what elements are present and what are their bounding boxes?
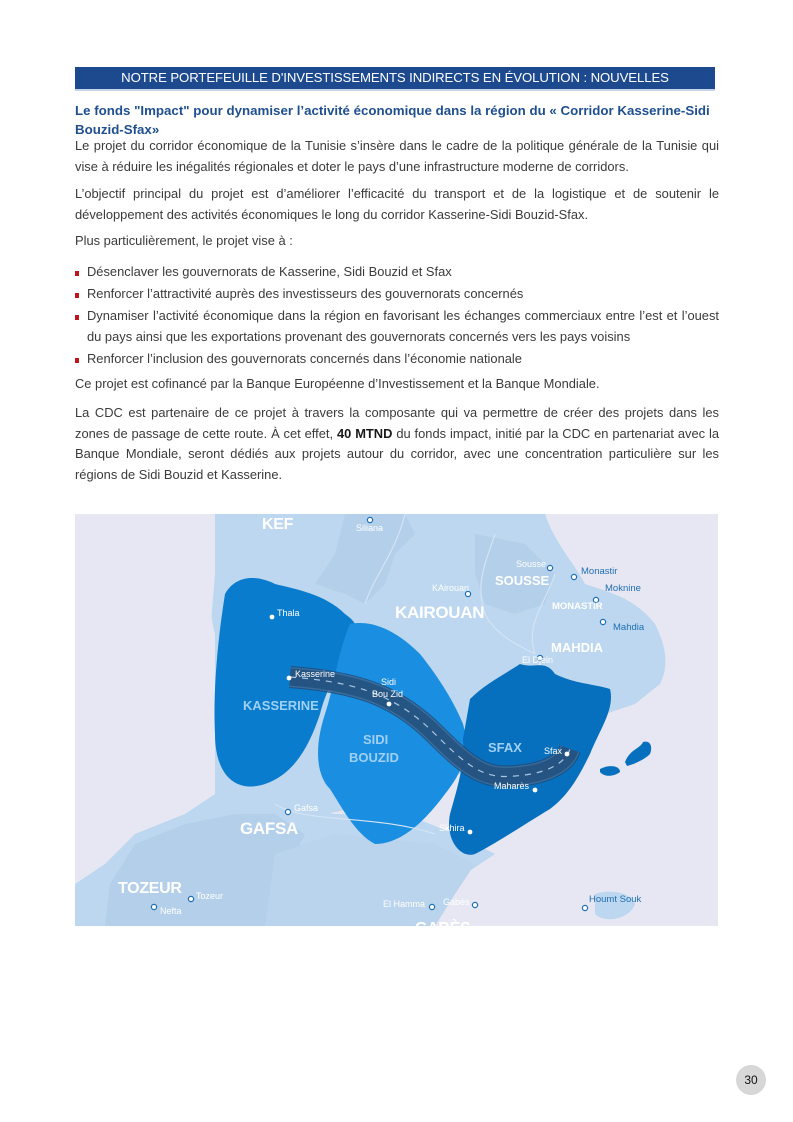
highlight-amount: 40 MTND [336, 425, 393, 441]
city-label-tozeur: Tozeur [196, 891, 224, 901]
paragraph-text: La CDC est partenaire de ce projet à travers la composante qui va permettre de créer des projets dans les zones de passage de cette route. À cet effet, [75, 405, 719, 441]
paragraph-cofinancing: Ce projet est cofinancé par la Banque Européenne d’Investissement et la Banque Mondiale. [75, 376, 600, 391]
list-item [75, 262, 719, 283]
section-banner: NOTRE PORTEFEUILLE D'INVESTISSEMENTS INDIRECTS EN ÉVOLUTION : NOUVELLES SOUSCRIPTIONS [75, 67, 715, 91]
bullet-square-icon [75, 293, 79, 298]
gov-label-kasserine: KASSERINE [243, 698, 319, 713]
paragraph-text: du fonds impact, initié par la CDC en partenariat avec la Banque Mondiale, seront dédiés aux projets autour du corridor, avec une concentration particulière sur les régions de Sidi Bouzid et Kasserine. [75, 425, 719, 482]
city-label-el-hamma: El Hamma [383, 899, 426, 909]
article-subtitle: Le fonds "Impact" pour dynamiser l’activité économique dans la région du « Corridor Kasserine-Sidi Bouzid-Sfax» [75, 103, 710, 137]
gov-label-tozeur: TOZEUR [118, 880, 182, 897]
gov-label-mahdia: MAHDIA [551, 640, 603, 655]
map-graphic [75, 514, 718, 926]
island-kerkennah-2 [625, 742, 651, 766]
page-number: 30 [736, 1065, 766, 1095]
city-label-sidi-bouzid-line2: Bou Zid [372, 689, 404, 699]
gov-label-sidi-bouzid-line1: SIDI [363, 732, 389, 747]
city-label-kairouan: KAirouan [432, 583, 470, 593]
list-item-text: Renforcer l’inclusion des gouvernorats concernés dans l’économie nationale [87, 350, 522, 366]
bullet-square-icon [75, 315, 79, 320]
paragraph-cdc-partnership [75, 403, 719, 485]
gov-label-kairouan: KAIROUAN [395, 603, 485, 622]
city-label-mahares: Maharès [494, 781, 530, 791]
gov-label-gafsa: GAFSA [240, 819, 299, 838]
city-label-sidi-bouzid-line1: Sidi [381, 677, 397, 687]
city-label-el-djem: El Djein [522, 655, 554, 665]
paragraph-goals-intro: Plus particulièrement, le projet vise à : [75, 233, 293, 248]
list-item [75, 306, 719, 347]
goals-list [75, 262, 719, 371]
city-label-nefta: Nefta [160, 906, 182, 916]
gov-label-sousse: SOUSSE [495, 573, 550, 588]
city-label-houmt-souk: Houmt Souk [589, 894, 642, 905]
city-label-mahdia: Mahdia [613, 622, 645, 633]
city-label-monastir: Monastir [581, 566, 618, 577]
city-label-moknine: Moknine [605, 583, 641, 594]
gov-label-monastir: MONASTIR [552, 601, 603, 612]
list-item-text: Dynamiser l’activité économique dans la région en favorisant les échanges commerciaux entre l’est et l’ouest du pays ainsi que les exportations provenant des gouvernorats concernés vers les pays voisins [87, 308, 719, 344]
island-kerkennah [600, 766, 620, 776]
city-label-gafsa: Gafsa [294, 803, 319, 813]
city-label-siliana: Siliana [356, 523, 384, 533]
city-label-sfax: Sfax [544, 746, 563, 756]
gov-label-gabes: GABÈS [415, 920, 471, 937]
corridor-map [75, 514, 718, 937]
gov-label-sidi-bouzid-line2: BOUZID [349, 750, 399, 765]
bullet-square-icon [75, 358, 79, 363]
paragraph-objective: L’objectif principal du projet est d’améliorer l’efficacité du transport et de la logistique et de soutenir le développement des activités économiques le long du corridor Kasserine-Sidi Bouzid-Sfax. [75, 186, 719, 222]
list-item-text: Désenclaver les gouvernorats de Kasserine, Sidi Bouzid et Sfax [87, 264, 452, 279]
city-label-kasserine: Kasserine [295, 669, 336, 679]
list-item [75, 349, 719, 370]
city-label-skhira: Skhira [439, 823, 465, 833]
gov-label-kef: KEF [262, 516, 294, 533]
city-label-sousse: Sousse [516, 559, 547, 569]
list-item-text: Renforcer l’attractivité auprès des investisseurs des gouvernorats concernés [87, 286, 524, 301]
list-item [75, 284, 719, 305]
gov-label-sfax: SFAX [488, 740, 522, 755]
bullet-square-icon [75, 271, 79, 276]
city-label-gabes: Gabès [443, 897, 470, 907]
paragraph-intro: Le projet du corridor économique de la Tunisie s’insère dans le cadre de la politique générale de la Tunisie qui vise à réduire les inégalités régionales et doter le pays d’une infrastructure moderne de corridors. [75, 138, 719, 174]
city-label-thala: Thala [277, 608, 300, 618]
